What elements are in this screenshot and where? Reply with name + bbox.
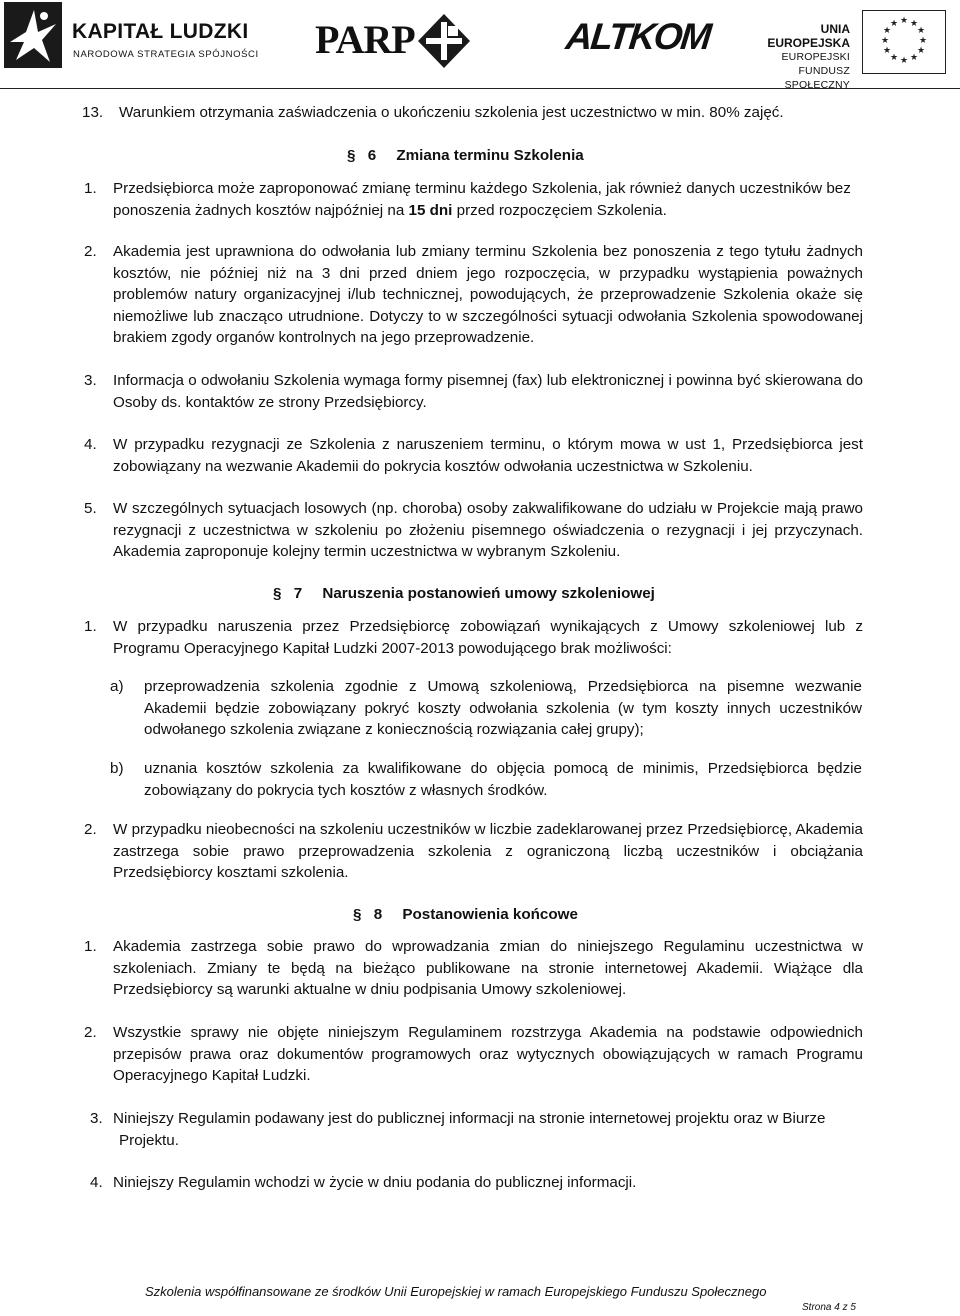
kapital-ludzki-title: KAPITAŁ LUDZKI <box>72 20 249 43</box>
document-header <box>0 0 960 89</box>
item-number: 1. <box>84 618 97 635</box>
svg-text:★: ★ <box>889 53 899 63</box>
section-title: Postanowienia końcowe <box>402 906 578 923</box>
item-text: W przypadku naruszenia przez Przedsiębiorcę zobowiązań wynikających z Umowy szkoleniowej lub z Programu Operacyjnego Kapitał Ludzki 2007-2013 powodującego brak możliwości: <box>113 618 863 657</box>
eu-line-1: UNIA EUROPEJSKA <box>767 22 850 50</box>
item-text: Niniejszy Regulamin wchodzi w życie w dniu podania do publicznej informacji. <box>113 1174 637 1191</box>
svg-text:★: ★ <box>918 36 928 46</box>
item-number: 2. <box>84 243 97 260</box>
subitem-text: przeprowadzenia szkolenia zgodnie z Umową szkoleniową, Przedsiębiorca na pisemne wezwanie Akademii będzie zobowiązany pokryć koszty odwołania szkolenia (w tym koszty innych uczestników odwołanego szkolenia związane z koniecznością rozwiązania całej grupy); <box>144 678 862 738</box>
item-text-line-2: Projektu. <box>119 1131 179 1149</box>
footer-text: Szkolenia współfinansowane ze środków Unii Europejskiej w ramach Europejskiego Funduszu Społecznego <box>145 1284 767 1299</box>
section-symbol: § <box>273 585 282 602</box>
item-number: 2. <box>84 1024 97 1041</box>
item-text: W szczególnych sytuacjach losowych (np. choroba) osoby zakwalifikowane do udziału w Projekcie mają prawo rezygnacji z uczestnictwa w szkoleniu po złożeniu pisemnego oświadczenia o rezygnacji i jej przyczynach. Akademia zaproponuje kolejny termin uczestnictwa w wybranym Szkoleniu. <box>113 500 863 560</box>
section-symbol: § <box>347 147 356 164</box>
section-symbol: § <box>353 906 362 923</box>
svg-text:★: ★ <box>916 46 926 56</box>
item-text-line-1: Niniejszy Regulamin podawany jest do publicznej informacji na stronie internetowej projektu oraz w Biurze <box>113 1110 826 1127</box>
item-number: 2. <box>84 821 97 838</box>
item-text: W przypadku nieobecności na szkoleniu uczestników w liczbie zadeklarowanej przez Przedsiębiorcę, Akademia zastrzega sobie prawo przeprowadzenia szkolenia z ograniczoną liczbą uczestników i obciążania Przedsiębiorcy kosztami szkolenia. <box>113 821 863 881</box>
svg-text:★: ★ <box>899 56 909 66</box>
section-7-heading <box>273 583 655 605</box>
section-8-heading <box>353 904 578 926</box>
page-number: Strona 4 z 5 <box>802 1302 856 1313</box>
section-number: 8 <box>373 906 383 923</box>
svg-text:★: ★ <box>882 26 892 36</box>
item-text: Akademia zastrzega sobie prawo do wprowadzania zmian do niniejszego Regulaminu uczestnictwa w szkoleniach. Zmiany te będą na bieżąco publikowane na stronie internetowej Akademii. Wiążące dla Przedsiębiorcy są warunki aktualne w dniu podpisania Umowy szkoleniowej. <box>113 938 863 998</box>
subitem-text: uznania kosztów szkolenia za kwalifikowane do objęcia pomocą de minimis, Przedsiębiorca będzie zobowiązany do pokrycia tych kosztów z własnych środków. <box>144 760 862 799</box>
parp-mark-icon <box>418 14 470 73</box>
svg-text:★: ★ <box>909 53 919 63</box>
eu-text <box>742 22 850 92</box>
eu-line-3: FUNDUSZ SPOŁECZNY <box>784 65 850 91</box>
item-number: 4. <box>90 1174 103 1191</box>
altkom-logo: ALTKOM <box>563 16 712 57</box>
item-text: W przypadku rezygnacji ze Szkolenia z naruszeniem terminu, o którym mowa w ust 1, Przedsiębiorca jest zobowiązany na wezwanie Akademii do pokrycia kosztów odwołania uczestnictwa w Szkoleniu. <box>113 436 863 475</box>
kapital-ludzki-logo <box>4 2 62 68</box>
subitem-letter: b) <box>110 760 124 777</box>
section-number: 7 <box>293 585 303 602</box>
svg-text:★: ★ <box>909 19 919 29</box>
eu-flag-icon <box>862 10 946 74</box>
kapital-ludzki-subtitle: NARODOWA STRATEGIA SPÓJNOŚCI <box>73 49 259 60</box>
section-title: Zmiana terminu Szkolenia <box>396 147 584 164</box>
svg-text:★: ★ <box>899 16 909 26</box>
section-number: 6 <box>367 147 377 164</box>
item-number: 4. <box>84 436 97 453</box>
item-text: Wszystkie sprawy nie objęte niniejszym Regulaminem rozstrzyga Akademia na podstawie odpowiednich przepisów prawa oraz dokumentów programowych oraz wytycznych obowiązujących w ramach Programu Operacyjnego Kapitał Ludzki. <box>113 1024 863 1084</box>
item-text: Akademia jest uprawniona do odwołania lub zmiany terminu Szkolenia bez ponoszenia z tego tytułu żadnych kosztów, nie później niż na 3 dni przed dniem jego rozpoczęcia, w przypadku wystąpienia poważnych problemów natury organizacyjnej i/lub technicznej, powodujących, że przeprowadzenie Szkolenia okaże się niemożliwe lub znacząco utrudnione. Dotyczy to w szczególności sytuacji odwołania Szkolenia spowodowanej brakiem zgody organów kontrolnych na jego przeprowadzenie. <box>113 243 863 346</box>
svg-text:★: ★ <box>882 46 892 56</box>
parp-logo: PARP <box>315 17 415 62</box>
item-number: 13. <box>82 104 104 121</box>
section-6-heading <box>347 145 584 167</box>
subitem-letter: a) <box>110 678 124 695</box>
item-text: Informacja o odwołaniu Szkolenia wymaga formy pisemnej (fax) lub elektronicznej i powinna być skierowana do Osoby ds. kontaktów ze strony Przedsiębiorcy. <box>113 372 863 411</box>
item-number: 3. <box>90 1110 103 1127</box>
item-text <box>113 1108 863 1151</box>
svg-text:★: ★ <box>880 36 890 46</box>
item-number: 1. <box>84 180 97 197</box>
item-number: 5. <box>84 500 97 517</box>
item-number: 3. <box>84 372 97 389</box>
section-title: Naruszenia postanowień umowy szkoleniowej <box>322 585 655 602</box>
item-number: 1. <box>84 938 97 955</box>
item-text: Przedsiębiorca może zaproponować zmianę terminu każdego Szkolenia, jak również danych uczestników bez ponoszenia żadnych kosztów najpóźniej na 15 dni przed rozpoczęciem Szkolenia. <box>113 180 851 219</box>
svg-text:★: ★ <box>889 19 899 29</box>
item-text: Warunkiem otrzymania zaświadczenia o ukończeniu szkolenia jest uczestnictwo w min. 80% zajęć. <box>119 104 784 121</box>
eu-line-2: EUROPEJSKI <box>781 51 850 63</box>
svg-text:★: ★ <box>916 26 926 36</box>
